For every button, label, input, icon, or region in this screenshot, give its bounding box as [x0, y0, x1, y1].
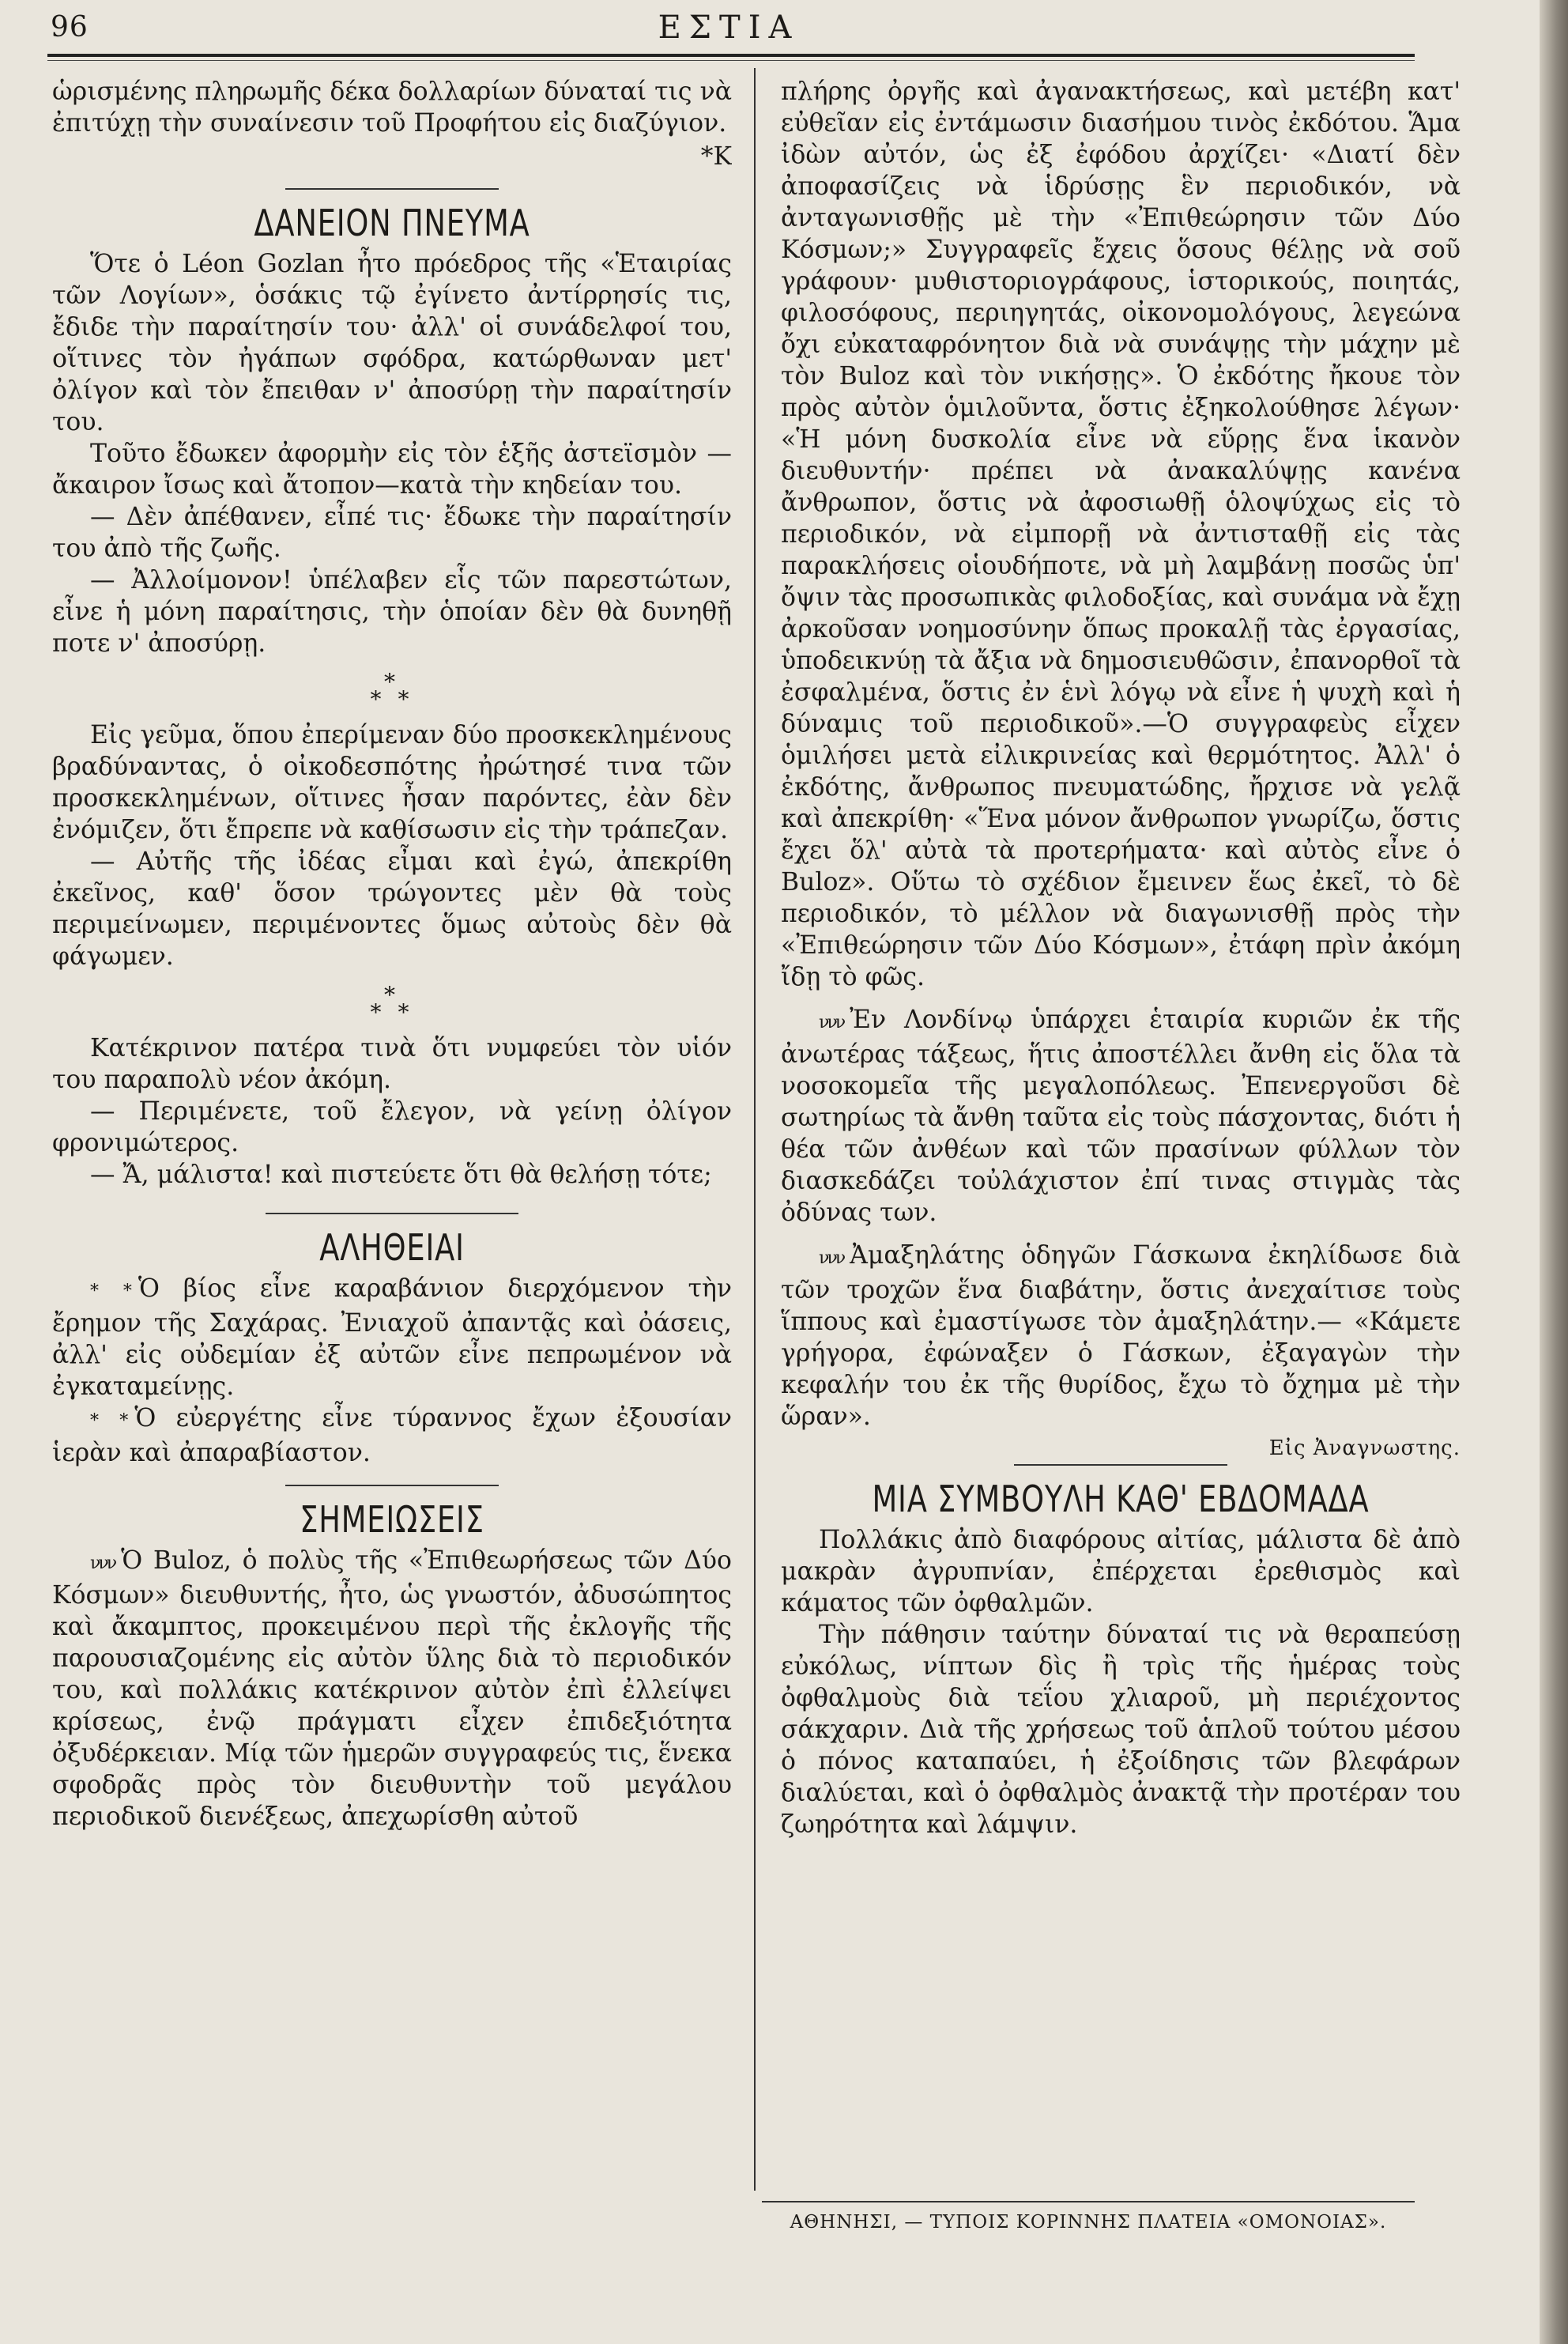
- article-paragraph: — Ἄ, μάλιστα! καὶ πιστεύετε ὅτι θὰ θελήσῃ τότε;: [90, 1161, 712, 1189]
- article-paragraph: — Ἀλλοίμονον! ὑπέλαβεν εἷς τῶν παρεστώτων, εἶνε ἡ μόνη παραίτησις, τὴν ὁποίαν δὲν θὰ δυνηθῇ ποτε ν' ἀποσύρῃ.: [52, 566, 732, 658]
- section-rule: [285, 1485, 499, 1486]
- note-continuation: πλήρης ὀργῆς καὶ ἀγανακτήσεως, καὶ μετέβη κατ' εὐθεῖαν εἰς ἐντάμωσιν διασήμου τινὸς ἐκδότου. Ἅμα ἰδὼν αὐτόν, ὡς ἐξ ἐφόδου ἀρχίζει· «Διατί δὲν ἀποφασίζεις νὰ ἱδρύσῃς ἓν περιοδικόν, νὰ ἀνταγωνισθῇς μὲ τὴν «Ἐπιθεώρησιν τῶν Δύο Κόσμων;» Συγγραφεῖς ἔχεις ὅσους θέλῃς νὰ σοῦ γράφουν· μυθιστοριογράφους, ἱστορικούς, ποιητάς, φιλοσόφους, περιηγητάς, οἰκονομολόγους, λεγεώνα ὄχι εὐκαταφρόνητον διὰ νὰ συνάψῃς τὴν μάχην μὲ τὸν Buloz καὶ τὸν νικήσῃς». Ὁ ἐκδότης ἤκουε τὸν πρὸς αὐτὸν ὁμιλοῦντα, ὅστις ἐξηκολούθησε λέγων· «Ἡ μόνη δυσκολία εἶνε νὰ εὕρῃς ἕνα ἱκανὸν διευθυντήν· πρέπει νὰ ἀνακαλύψῃς κανένα ἄνθρωπον, ὅστις νὰ ἀφοσιωθῇ ὁλοψύχως εἰς τὸ περιοδικόν, νὰ εἰμπορῇ νὰ ἀντισταθῇ εἰς τὰς παρακλήσεις οἱουδήποτε, νὰ μὴ λαμβάνῃ ποσῶς ὑπ' ὄψιν τὰς προσωπικὰς φιλοδοξίας, καὶ συνάμα νὰ ἔχῃ ἀρκοῦσαν νοημοσύνην ὅπως προκαλῇ τὰς ἐργασίας, ὑποδεικνύῃ τὰ ἄξια νὰ δημοσιευθῶσιν, ἐπανορθοῖ τὰ ἐσφαλμένα, ὅστις ἐν ἑνὶ λόγῳ νὰ εἶνε ἡ ψυχὴ καὶ ἡ δύναμις τοῦ περιοδικοῦ».—Ὁ συγγραφεὺς εἶχεν ὁμιλήσει μετὰ εἰλικρινείας καὶ θερμότητος. Ἀλλ' ὁ ἐκδότης, ἄνθρωπος πνευματώδης, ἤρχισε νὰ γελᾷ καὶ ἀπεκρίθη· «Ἕνα μόνον ἄνθρωπον γνωρίζω, ὅστις ἔχει ὅλ' αὐτὰ τὰ προτερήματα· καὶ αὐτὸς εἶνε ὁ Buloz». Οὕτω τὸ σχέδιον ἔμεινεν ἕως ἐκεῖ, τὸ δὲ περιοδικόν, τὸ μέλλον νὰ διαγωνισθῇ πρὸς τὴν «Ἐπιθεώρησιν τῶν Δύο Κόσμων», ἐτάφη πρὶν ἀκόμη ἴδῃ τὸ φῶς.: [781, 77, 1461, 991]
- section-heading-symvouli: ΜΙΑ ΣΥΜΒΟΥΛΗ ΚΑΘ' ΕΒΔΟΜΑΔΑ: [872, 1478, 1370, 1520]
- note-text: Ἐν Λονδίνῳ ὑπάρχει ἑταιρία κυριῶν ἐκ τῆς ἀνωτέρας τάξεως, ἥτις ἀποστέλλει ἄνθη εἰς ὅλα τὰ νοσοκομεῖα τῆς μεγαλοπόλεως. Ἐπενεργοῦσι δὲ σωτηρίως τὰ ἄνθη ταῦτα εἰς τοὺς πάσχοντας, διότι ἡ θέα τῶν ἀνθέων καὶ τῶν πρασίνων φύλλων τὸν διασκεδάζει τοὐλάχιστον ἐπί τινας στιγμὰς τὰς ὀδύνας των.: [781, 1006, 1461, 1227]
- section-heading-semeioseis: ΣΗΜΕΙΩΣΕΙΣ: [300, 1498, 484, 1541]
- note-signature: Εἰς Ἀναγνωστης.: [1268, 1436, 1461, 1460]
- journal-title: ΕΣΤΙΑ: [658, 9, 800, 46]
- asterism-stars: [52, 999, 732, 1025]
- maxim-text: Ὁ βίος εἶνε καραβάνιον διερχόμενον τὴν ἔρημον τῆς Σαχάρας. Ἐνιαχοῦ ἀπαντᾷς καὶ ὀάσεις, ἀλλ' εἰς οὐδεμίαν ἐξ αὐτῶν εἶνε πεπρωμένον νὰ ἐγκαταμείνῃς.: [52, 1274, 732, 1401]
- article-paragraph: — Δὲν ἀπέθανεν, εἶπέ τις· ἔδωκε τὴν παραίτησίν του ἀπὸ τῆς ζωῆς.: [52, 503, 732, 563]
- page-number: 96: [51, 11, 89, 43]
- asterism-star: *: [370, 999, 386, 1025]
- asterism-star: *: [398, 999, 414, 1025]
- section-heading-daneion-pneuma: ΔΑΝΕΙΟΝ ΠΝΕΥΜΑ: [254, 202, 530, 244]
- asterism-star: *: [398, 686, 414, 712]
- article-paragraph: Τὴν πάθησιν ταύτην δύναταί τις νὰ θεραπεύσῃ εὐκόλως, νίπτων δὶς ἢ τρὶς τῆς ἡμέρας τοὺς ὀφθαλμοὺς διὰ τεΐου χλιαροῦ, μὴ περιέχοντος σάκχαριν. Διὰ τῆς χρήσεως τοῦ ἁπλοῦ τούτου μέσου ὁ πόνος καταπαύει, ἡ ἐξοίδησις τῶν βλεφάρων διαλύεται, καὶ ὁ ὀφθαλμὸς ἀνακτᾷ τὴν προτέραν του ζωηρότητα καὶ λάμψιν.: [781, 1621, 1461, 1839]
- section-rule: [1014, 1464, 1227, 1466]
- page-header: [47, 6, 1410, 47]
- right-column: [781, 76, 1461, 2195]
- maxim-text: Ὁ εὐεργέτης εἶνε τύραννος ἔχων ἐξουσίαν ἱερὰν καὶ ἀπαραβίαστον.: [52, 1404, 732, 1467]
- article-paragraph: — Περιμένετε, τοῦ ἔλεγον, νὰ γείνῃ ὀλίγον φρονιμώτερος.: [52, 1097, 732, 1157]
- note-text: Ὁ Buloz, ὁ πολὺς τῆς «Ἐπιθεωρήσεως τῶν Δύο Κόσμων» διευθυντής, ἦτο, ὡς γνωστόν, ἀδυσώπητος καὶ ἄκαμπτος, προκειμένου περὶ τῆς ἐκλογῆς τῆς παρουσιαζομένης εἰς αὐτὸν ὕλης διὰ τὸ περιοδικόν του, καὶ πολλάκις κατέκρινον αὐτὸν ἐπὶ ἐλλείψει κρίσεως, ἐνῷ πράγματι εἶχεν ἐπιδεξιότητα ὀξυδέρκειαν. Μίᾳ τῶν ἡμερῶν συγγραφεύς τις, ἕνεκα σφοδρᾶς πρὸς τὸν διευθυντὴν τοῦ μεγάλου περιοδικοῦ διενέξεως, ἀπεχωρίσθη αὐτοῦ: [52, 1546, 732, 1831]
- asterism-divider: [52, 982, 732, 1025]
- printer-imprint: ΑΘΗΝΗΣΙ, — ΤΥΠΟΙΣ ΚΟΡΙΝΝΗΣ ΠΛΑΤΕΙΑ «ΟΜΟΝΟΙΑΣ».: [790, 2212, 1387, 2233]
- note-mark: ννν: [819, 1248, 844, 1268]
- maxim-paragraph: [52, 1402, 732, 1469]
- article-paragraph: Τοῦτο ἔδωκεν ἀφορμὴν εἰς τὸν ἑξῆς ἀστεϊσμὸν —ἄκαιρον ἴσως καὶ ἄτοπον—κατὰ τὴν κηδείαν του.: [52, 440, 732, 500]
- left-column: [52, 76, 732, 2195]
- note-text: Ἀμαξηλάτης ὁδηγῶν Γάσκωνα ἐκηλίδωσε διὰ τῶν τροχῶν ἕνα διαβάτην, ὅστις ἀνεχαίτισε τοὺς ἵππους καὶ ἐμαστίγωσε τὸν ἀμαξηλάτην.— «Κάμετε γρήγορα, ἐφώναξεν ὁ Γάσκων, ἐξαγαγὼν τὴν κεφαλήν του ἐκ τῆς θυρίδος, ἔχω τὸ ὄχημα μὲ τὴν ὥραν».: [781, 1241, 1461, 1431]
- section-rule: [266, 1213, 518, 1214]
- asterism-star: *: [370, 686, 386, 712]
- note-mark: ννν: [90, 1553, 115, 1573]
- intro-signature: *Κ: [700, 142, 732, 171]
- intro-paragraph: ὡρισμένης πληρωμῆς δέκα δολλαρίων δύναταί τις νὰ ἐπιτύχῃ τὴν συναίνεσιν τοῦ Προφήτου εἰς διαζύγιον.: [52, 77, 732, 138]
- article-paragraph: Εἰς γεῦμα, ὅπου ἐπερίμεναν δύο προσκεκλημένους βραδύναντας, ὁ οἰκοδεσπότης ἠρώτησέ τινα τῶν προσκεκλημένων, οἵτινες ἦσαν παρόντες, ἐὰν δὲν ἐνόμιζεν, ὅτι ἔπρεπε νὰ καθίσωσιν εἰς τὴν τράπεζαν.: [52, 721, 732, 844]
- imprint-rule: [762, 2201, 1415, 2202]
- section-heading-aletheiai: ΑΛΗΘΕΙΑΙ: [319, 1226, 465, 1269]
- asterism-mark: * *: [90, 1281, 134, 1301]
- header-rule: [47, 54, 1415, 61]
- column-divider: [754, 68, 756, 2191]
- article-paragraph: Πολλάκις ἀπὸ διαφόρους αἰτίας, μάλιστα δὲ ἀπὸ μακρὰν ἀγρυπνίαν, ἐπέρχεται ἐρεθισμὸς καὶ κάματος τῶν ὀφθαλμῶν.: [781, 1526, 1461, 1617]
- note-paragraph: [781, 1004, 1461, 1229]
- asterism-stars: [52, 686, 732, 712]
- asterism-mark: * *: [90, 1411, 130, 1431]
- note-mark: ννν: [819, 1013, 844, 1032]
- note-paragraph: [52, 1545, 732, 1833]
- article-paragraph: — Αὐτῆς τῆς ἰδέας εἶμαι καὶ ἐγώ, ἀπεκρίθη ἐκεῖνος, καθ' ὅσον τρώγοντες μὲν θὰ τοὺς περιμείνωμεν, περιμένοντες ὅμως αὐτοὺς δὲν θὰ φάγωμεν.: [52, 847, 732, 971]
- section-rule: [285, 188, 499, 190]
- asterism-star: *: [384, 982, 400, 1008]
- article-paragraph: Κατέκρινον πατέρα τινὰ ὅτι νυμφεύει τὸν υἱόν του παραπολὺ νέον ἀκόμη.: [52, 1034, 732, 1094]
- article-paragraph: Ὅτε ὁ Léon Gozlan ἦτο πρόεδρος τῆς «Ἑταιρίας τῶν Λογίων», ὁσάκις τῷ ἐγίνετο ἀντίρρησίς τις, ἔδιδε τὴν παραίτησίν του· ἀλλ' οἱ συνάδελφοί του, οἵτινες τὸν ἠγάπων σφόδρα, κατώρθωναν μετ' ὀλίγον καὶ τὸν ἔπειθαν ν' ἀποσύρῃ τὴν παραίτησίν του.: [52, 250, 732, 436]
- asterism-star: *: [384, 669, 400, 695]
- maxim-paragraph: [52, 1273, 732, 1402]
- page-edge-shadow: [1540, 0, 1568, 2344]
- asterism-divider: [52, 669, 732, 712]
- note-paragraph: [781, 1240, 1461, 1432]
